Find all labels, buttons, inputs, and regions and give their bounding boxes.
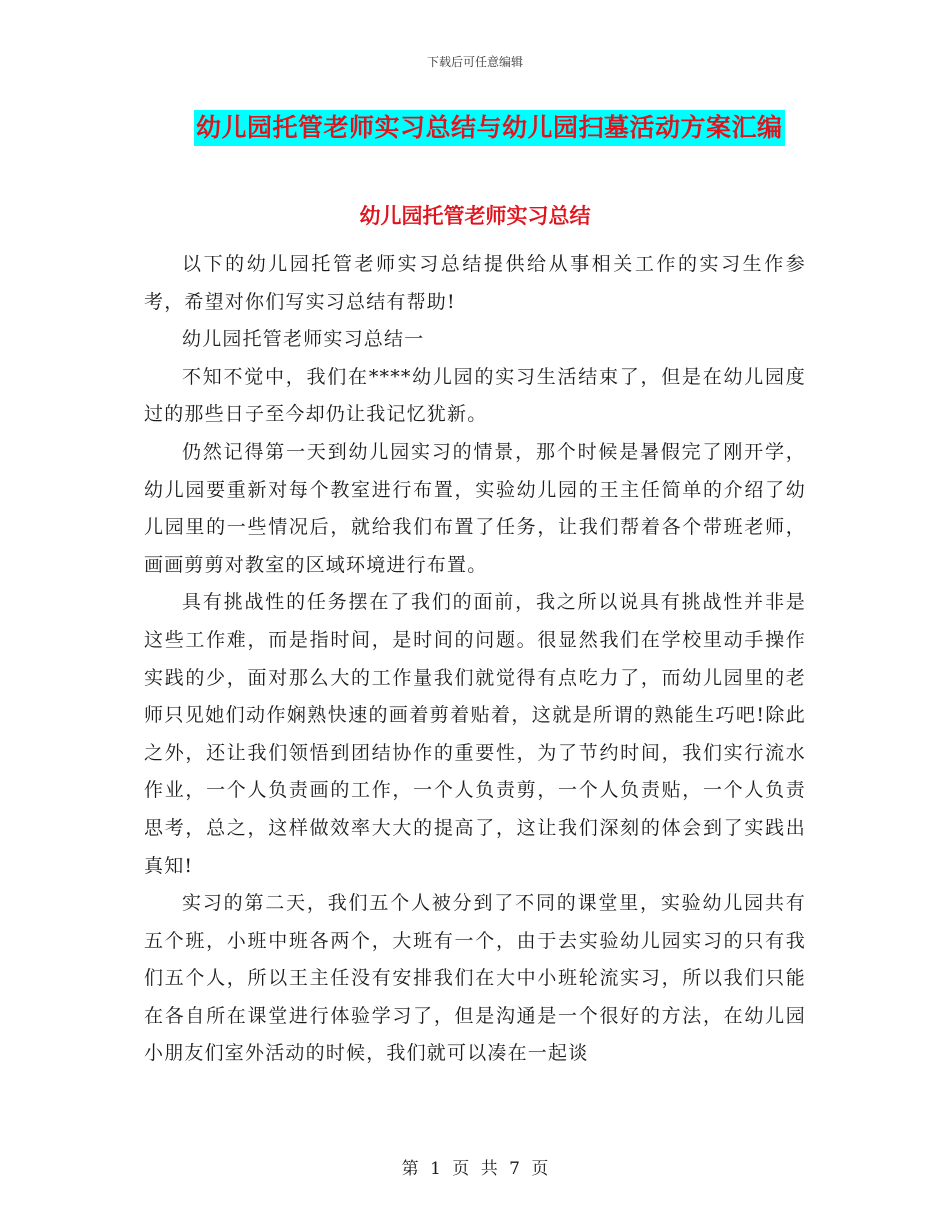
paragraph: 以下的幼儿园托管老师实习总结提供给从事相关工作的实习生作参考，希望对你们写实习总结有帮助! — [144, 253, 806, 313]
section-title: 幼儿园托管老师实习总结 — [359, 204, 591, 228]
page-number-footer: 第 1 页 共 7 页 — [401, 1159, 549, 1179]
paragraph: 幼儿园托管老师实习总结一 — [182, 328, 425, 351]
document-body — [144, 246, 806, 1073]
document-main-title: 幼儿园托管老师实习总结与幼儿园扫墓活动方案汇编 — [194, 110, 785, 146]
paragraph: 不知不觉中，我们在****幼儿园的实习生活结束了，但是在幼儿园度过的那些日子至今却仍让我记忆犹新。 — [144, 365, 806, 426]
paragraph: 仍然记得第一天到幼儿园实习的情景，那个时候是暑假完了刚开学，幼儿园要重新对每个教室进行布置，实验幼儿园的王主任简单的介绍了幼儿园里的一些情况后，就给我们布置了任务，让我们帮着各个带班老师，画画剪剪对教室的区域环境进行布置。 — [144, 440, 806, 576]
paragraph: 具有挑战性的任务摆在了我们的面前，我之所以说具有挑战性并非是这些工作难，而是指时间，是时间的问题。很显然我们在学校里动手操作实践的少，面对那么大的工作量我们就觉得有点吃力了，而幼儿园里的老师只见她们动作娴熟快速的画着剪着贴着，这就是所谓的熟能生巧吧!除此之外，还让我们领悟到团结协作的重要性，为了节约时间，我们实行流水作业，一个人负责画的工作，一个人负责剪，一个人负责贴，一个人负责思考，总之，这样做效率大大的提高了，这让我们深刻的体会到了实践出真知! — [144, 591, 806, 877]
paragraph: 实习的第二天，我们五个人被分到了不同的课堂里，实验幼儿园共有五个班，小班中班各两个，大班有一个，由于去实验幼儿园实习的只有我们五个人，所以王主任没有安排我们在大中小班轮流实习，所以我们只能在各自所在课堂进行体验学习了，但是沟通是一个很好的方法，在幼儿园小朋友们室外活动的时候，我们就可以凑在一起谈 — [144, 892, 806, 1065]
header-note: 下载后可任意编辑 — [426, 55, 523, 69]
